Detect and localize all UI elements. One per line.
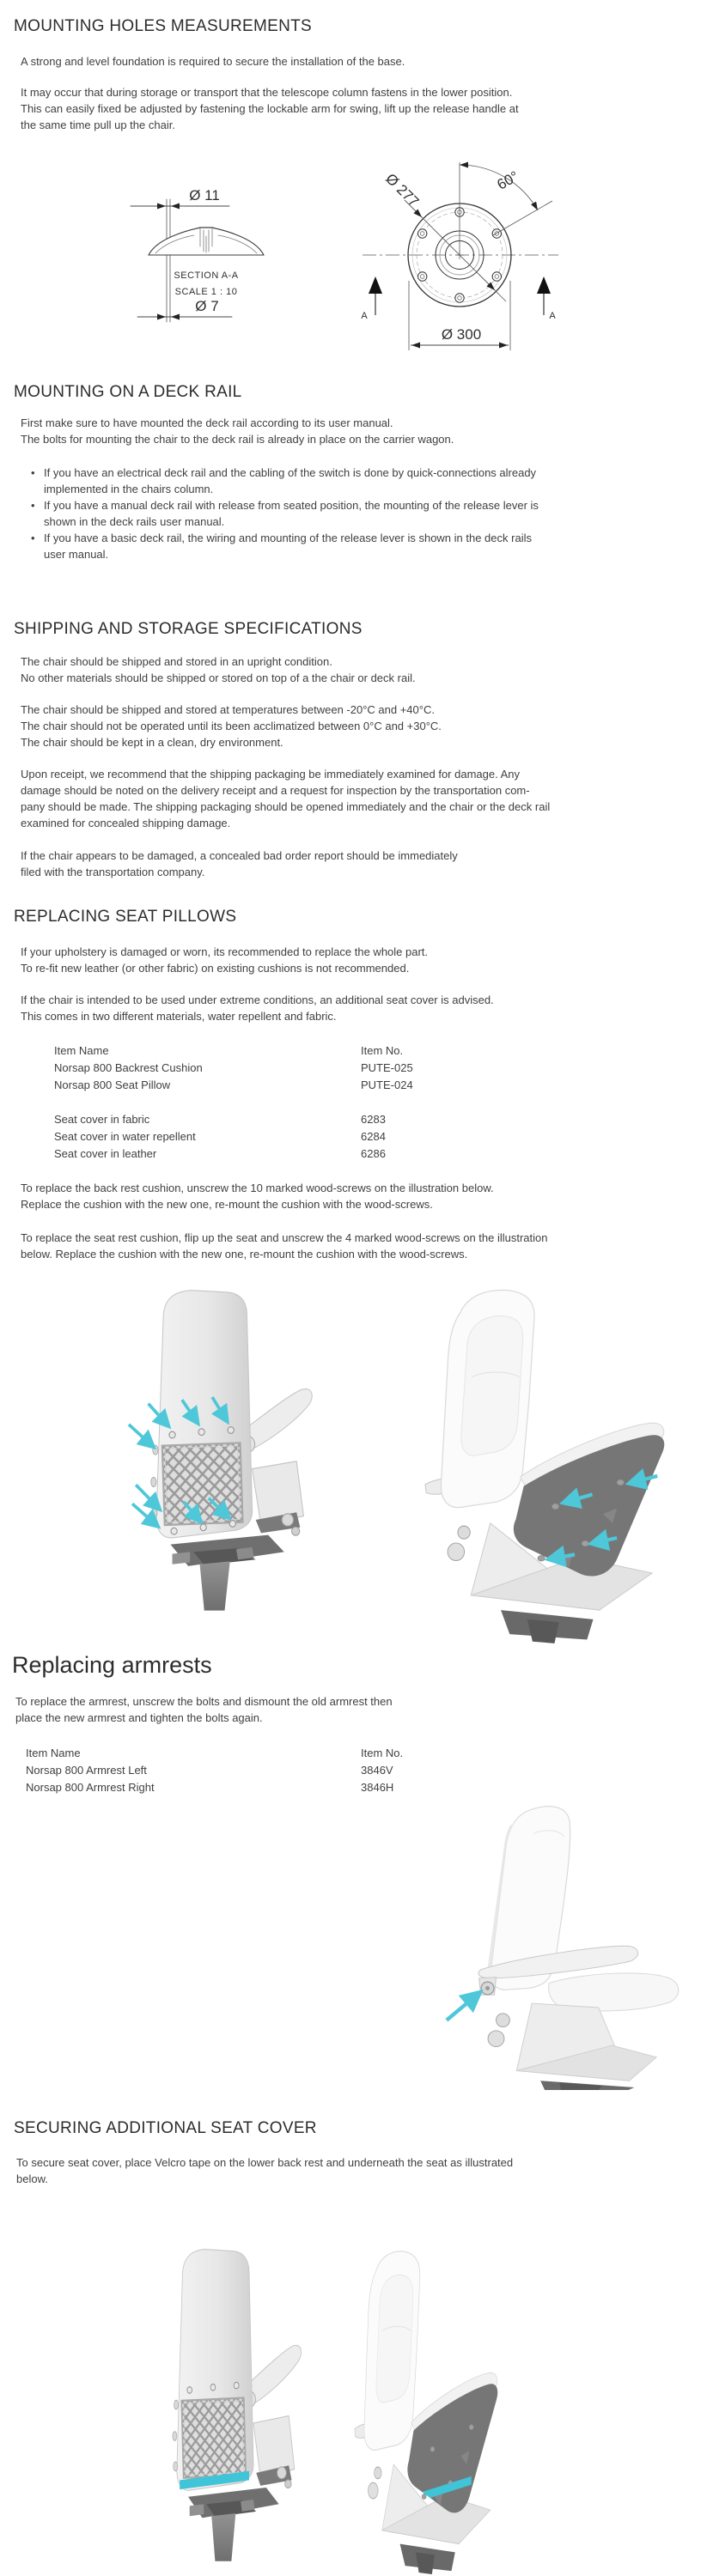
- table-row: Norsap 800 Seat Pillow PUTE-024: [54, 1078, 413, 1091]
- chair-velcro-backrest-illustration: [136, 2243, 306, 2565]
- section-view: [131, 187, 264, 322]
- chair-velcro-seat-illustration: [332, 2246, 510, 2576]
- paragraph: Upon receipt, we recommend that the shipping packaging be immediately examined for damage. Any damage should be noted on the delivery receipt and a request for inspection by the transportation com- pany should be made. The shipping packaging should be opened immediately and the chair or the deck rail examined for concealed shipping damage.: [21, 768, 551, 829]
- dimension-label-outer: Ø 300: [441, 326, 482, 343]
- paragraph: The chair should be shipped and stored at temperatures between -20°C and +40°C. The chair should not be operated until its been acclimatized between 0°C and +30°C. The chair should be kept in a clean, dry environment.: [21, 703, 442, 749]
- section-title-shipping: SHIPPING AND STORAGE SPECIFICATIONS: [14, 620, 363, 638]
- list-item-line: implemented in the chairs column.: [44, 483, 214, 495]
- section-title-mounting-holes: MOUNTING HOLES MEASUREMENTS: [14, 17, 312, 35]
- table-header-row: [26, 1747, 404, 1759]
- chair-seat-flipped-screws-illustration: [387, 1285, 686, 1645]
- table-row: Norsap 800 Armrest Right 3846H: [26, 1781, 394, 1794]
- scale-label: SCALE 1 : 10: [174, 287, 238, 297]
- section-title-armrests: Replacing armrests: [12, 1652, 212, 1678]
- paragraph: If your upholstery is damaged or worn, its recommended to replace the whole part. To re-fit new leather (or other fabric) on existing cushions is not recommended.: [21, 945, 429, 975]
- bullet-icon: •: [31, 532, 35, 544]
- table-row: Seat cover in water repellent 6284: [54, 1130, 386, 1143]
- col-header-item-no: Item No.: [361, 1044, 404, 1057]
- col-header-item-name: Item Name: [54, 1044, 109, 1057]
- section-marker-left: A: [361, 311, 368, 321]
- section-cut-arrow-right: [537, 276, 551, 294]
- top-view: [361, 162, 558, 350]
- bullet-list: [31, 465, 539, 562]
- table-row: Seat cover in fabric 6283: [54, 1113, 386, 1126]
- paragraph: To secure seat cover, place Velcro tape on the lower back rest and underneath the seat as illustrated below.: [16, 2156, 514, 2185]
- paragraph: If the chair appears to be damaged, a concealed bad order report should be immediately filed with the transportation company.: [21, 849, 458, 878]
- section-title-pillows: REPLACING SEAT PILLOWS: [14, 908, 237, 926]
- section-title-seat-cover: SECURING ADDITIONAL SEAT COVER: [14, 2119, 317, 2137]
- paragraph: To replace the seat rest cushion, flip up the seat and unscrew the 4 marked wood-screws on the illustration below. Replace the cushion with the new one, re-mount the cushion with the wood-screws.: [21, 1231, 548, 1261]
- paragraph: A strong and level foundation is required to secure the installation of the base.: [21, 55, 405, 68]
- section-label: SECTION A-A: [174, 270, 239, 281]
- list-item: • If you have a manual deck rail with release from seated position, the mounting of the release lever is: [31, 499, 539, 512]
- table-header-row: [54, 1044, 404, 1057]
- chair-armrest-bolt-illustration: [431, 1800, 687, 2090]
- list-item-line: user manual.: [44, 548, 109, 561]
- paragraph: To replace the back rest cushion, unscrew the 10 marked wood-screws on the illustration below. Replace the cushion with the new one, re-mount the cushion with the wood-screws.: [21, 1182, 494, 1211]
- section-marker-right: A: [549, 311, 556, 321]
- col-header-item-name: Item Name: [26, 1747, 81, 1759]
- dimension-label-bolt-circle: Ø 277: [382, 170, 423, 210]
- screw-arrow-icon: [136, 1485, 160, 1510]
- bullet-icon: •: [31, 499, 35, 512]
- section-title-deck-rail: MOUNTING ON A DECK RAIL: [14, 383, 242, 401]
- table-row: Norsap 800 Backrest Cushion PUTE-025: [54, 1061, 413, 1074]
- bolt-arrow-icon: [447, 1992, 480, 2020]
- chair-backrest-screws-illustration: [105, 1284, 318, 1614]
- col-header-item-no: Item No.: [361, 1747, 404, 1759]
- technical-drawing: [77, 150, 584, 369]
- list-item-line: shown in the deck rails user manual.: [44, 515, 225, 528]
- paragraph: It may occur that during storage or transport that the telescope column fastens in the lower position. This can easily fixed be adjusted by fastening the lockable arm for swing, lift up the release handle at the same time pull up the chair.: [21, 86, 519, 131]
- section-cut-arrow-left: [369, 276, 382, 294]
- list-item: • If you have a basic deck rail, the wiring and mounting of the release lever is shown in the deck rails: [31, 532, 532, 544]
- dimension-label-hole-bottom: Ø 7: [195, 298, 219, 314]
- paragraph: First make sure to have mounted the deck rail according to its user manual. The bolts for mounting the chair to the deck rail is already in place on the carrier wagon.: [21, 416, 454, 446]
- list-item: • If you have an electrical deck rail and the cabling of the switch is done by quick-connections already: [31, 466, 537, 479]
- paragraph: To replace the armrest, unscrew the bolts and dismount the old armrest then place the new armrest and tighten the bolts again.: [15, 1695, 393, 1724]
- angle-label: 60°: [494, 167, 522, 193]
- table-row: Norsap 800 Armrest Left 3846V: [26, 1764, 393, 1777]
- paragraph: If the chair is intended to be used under extreme conditions, an additional seat cover is advised. This comes in two different materials, water repellent and fabric.: [21, 993, 494, 1023]
- paragraph: The chair should be shipped and stored in an upright condition. No other materials should be shipped or stored on top of a the chair or deck rail.: [21, 655, 416, 684]
- bullet-icon: •: [31, 466, 35, 479]
- dimension-label-hole-top: Ø 11: [189, 187, 220, 204]
- table-row: Seat cover in leather 6286: [54, 1147, 386, 1160]
- screw-arrow-icon: [129, 1425, 154, 1447]
